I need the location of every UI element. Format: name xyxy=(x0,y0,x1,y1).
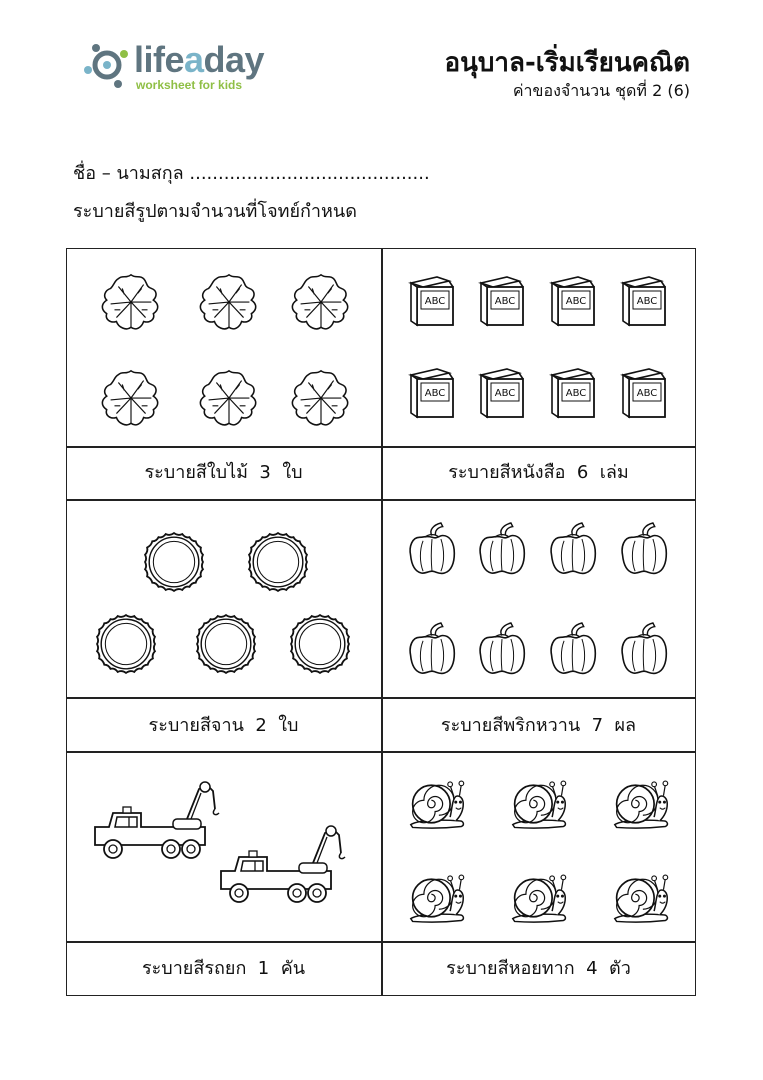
lifeaday-logo xyxy=(82,38,272,94)
book-icon[interactable] xyxy=(619,273,669,329)
worksheet-grid xyxy=(66,248,696,996)
book-icon[interactable] xyxy=(477,273,527,329)
snail-icon[interactable] xyxy=(611,869,671,927)
logo-wordmark: lifeaday xyxy=(134,39,265,80)
page-title: อนุบาล-เริ่มเรียนคณิต xyxy=(444,48,690,78)
tow-truck-icon[interactable] xyxy=(87,779,227,869)
snail-icon[interactable] xyxy=(509,869,569,927)
tow-truck-icon[interactable] xyxy=(213,823,353,913)
snail-icon[interactable] xyxy=(407,869,467,927)
plate-icon[interactable] xyxy=(143,531,205,593)
book-cover-label: ABC xyxy=(424,296,446,307)
bell-pepper-icon[interactable] xyxy=(477,619,527,677)
leaf-icon[interactable] xyxy=(195,269,263,337)
caption-snails: ระบายสีหอยทาก 4 ตัว xyxy=(446,958,631,979)
book-cover-label: ABC xyxy=(494,296,516,307)
leaf-icon[interactable] xyxy=(287,365,355,433)
book-icon[interactable] xyxy=(619,365,669,421)
book-icon[interactable] xyxy=(548,365,598,421)
book-cover-label: ABC xyxy=(565,296,587,307)
caption-leaves: ระบายสีใบไม้ 3 ใบ xyxy=(144,462,303,483)
snail-icon[interactable] xyxy=(407,775,467,833)
bell-pepper-icon[interactable] xyxy=(407,619,457,677)
name-field-label: ชื่อ – นามสกุล .......................................... xyxy=(73,163,430,184)
bell-pepper-icon[interactable] xyxy=(548,519,598,577)
snail-icon[interactable] xyxy=(611,775,671,833)
caption-tow-trucks: ระบายสีรถยก 1 คัน xyxy=(141,958,306,979)
book-cover-label: ABC xyxy=(424,388,446,399)
plate-icon[interactable] xyxy=(195,613,257,675)
book-cover-label: ABC xyxy=(565,388,587,399)
leaf-icon[interactable] xyxy=(97,269,165,337)
bell-pepper-icon[interactable] xyxy=(619,619,669,677)
book-icon[interactable] xyxy=(548,273,598,329)
leaf-icon[interactable] xyxy=(287,269,355,337)
plate-icon[interactable] xyxy=(95,613,157,675)
page-subtitle: ค่าของจำนวน ชุดที่ 2 (6) xyxy=(512,81,690,100)
snail-icon[interactable] xyxy=(509,775,569,833)
book-icon[interactable] xyxy=(407,273,457,329)
leaf-icon[interactable] xyxy=(97,365,165,433)
book-icon[interactable] xyxy=(477,365,527,421)
instruction-text: ระบายสีรูปตามจำนวนที่โจทย์กำหนด xyxy=(73,201,357,222)
book-cover-label: ABC xyxy=(636,296,658,307)
logo-tagline: worksheet for kids xyxy=(136,78,243,92)
bell-pepper-icon[interactable] xyxy=(548,619,598,677)
bell-pepper-icon[interactable] xyxy=(407,519,457,577)
plate-icon[interactable] xyxy=(247,531,309,593)
bell-pepper-icon[interactable] xyxy=(619,519,669,577)
logo-mark-icon xyxy=(82,40,132,90)
bell-pepper-icon[interactable] xyxy=(477,519,527,577)
caption-plates: ระบายสีจาน 2 ใบ xyxy=(148,715,299,736)
book-cover-label: ABC xyxy=(636,388,658,399)
grid-divider xyxy=(67,697,695,699)
grid-divider xyxy=(381,249,383,995)
grid-divider xyxy=(67,499,695,501)
book-icon[interactable] xyxy=(407,365,457,421)
plate-icon[interactable] xyxy=(289,613,351,675)
book-cover-label: ABC xyxy=(494,388,516,399)
leaf-icon[interactable] xyxy=(195,365,263,433)
caption-books: ระบายสีหนังสือ 6 เล่ม xyxy=(448,462,629,483)
caption-peppers: ระบายสีพริกหวาน 7 ผล xyxy=(440,715,637,736)
